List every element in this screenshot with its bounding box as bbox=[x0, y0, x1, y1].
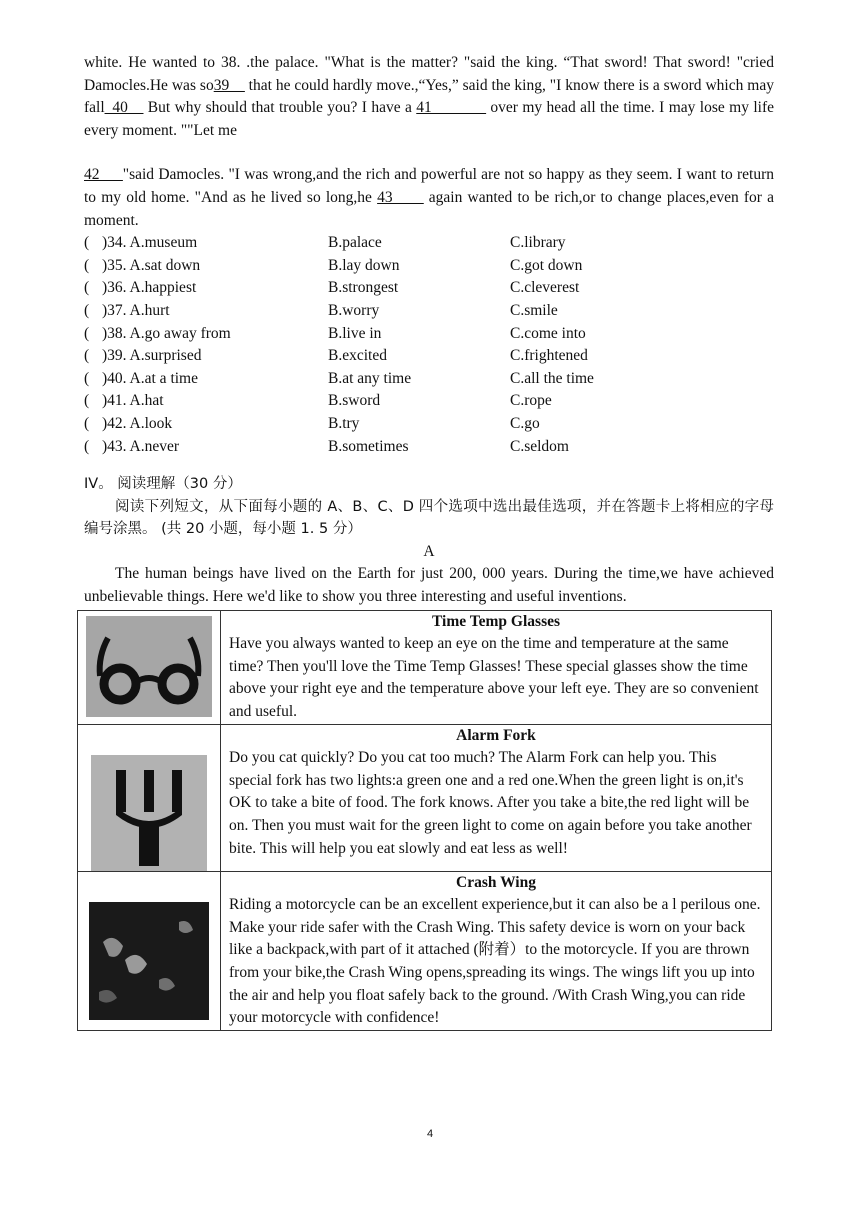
blank-42: 42___ bbox=[84, 166, 123, 184]
question-row: ( )42. A.look B.try C.go bbox=[84, 414, 540, 432]
question-row: ( )35. A.sat down B.lay down C.got down bbox=[84, 256, 583, 274]
blank-43: 43____ bbox=[377, 188, 424, 206]
glasses-icon bbox=[86, 616, 212, 717]
blank-39: 39__ bbox=[213, 76, 245, 94]
glasses-picture bbox=[86, 616, 212, 717]
invention-text: Have you always wanted to keep an eye on the time and temperature at the same time? Then you'll love the Time Temp Glasses! These special glasses show the time above your right eye and the temperature above your left eye. They are so convenient and useful. bbox=[229, 635, 759, 721]
page-content bbox=[84, 52, 774, 1031]
invention-text: Riding a motorcycle can be an excellent experience,but it can also be a l perilous one. Make your ride safer with the Crash Wing. This safety device is worn on your back like a backpack,with part of it attached (附着）to the motorcycle. If you are thrown from your bike,the Crash Wing opens,spreading its wings. The wings lift you up into the air and help you float safely back to the ground. /With Crash Wing,you can ride your motorcycle with confidence! bbox=[229, 896, 761, 1027]
story-paragraph-2: 42___"said Damocles. "I was wrong,and the rich and powerful are not so happy as they seem. I want to return to my old home. "And as he lived so long,he 43____ again wanted to be rich,or to change places,even for a moment. bbox=[84, 166, 774, 229]
fork-icon bbox=[91, 755, 207, 871]
question-row: ( )38. A.go away from B.live in C.come into bbox=[84, 324, 586, 342]
part-label: A bbox=[423, 542, 435, 560]
crash-wing-icon bbox=[89, 902, 209, 1020]
blank-41: 41_______ bbox=[416, 99, 487, 117]
invention-title: Time Temp Glasses bbox=[431, 612, 561, 630]
question-list bbox=[84, 232, 774, 458]
question-row: ( )34. A.museum B.palace C.library bbox=[84, 234, 566, 252]
question-row: ( )43. A.never B.sometimes C.seldom bbox=[84, 437, 569, 455]
invention-text: Do you cat quickly? Do you cat too much? The Alarm Fork can help you. This special fork has two lights:a green one and a red one.When the green light is on,it's OK to take a bite of food. The fork knows. After you take a bite,the red light will be on. Then you must wait for the green light to come on again before you take another bite. This will help you eat slowly and eat less as well! bbox=[229, 749, 752, 857]
table-row bbox=[78, 610, 772, 724]
invention-title: Crash Wing bbox=[456, 873, 536, 891]
table-row bbox=[78, 871, 772, 1030]
question-row: ( )37. A.hurt B.worry C.smile bbox=[84, 301, 558, 319]
question-row: ( )40. A.at a time B.at any time C.all the time bbox=[84, 369, 594, 387]
section-instruction: 阅读下列短文，从下面每小题的 A、B、C、D 四个选项中选出最佳选项，并在答题卡上将相应的字母编号涂黑。 (共 20 小题，每小题 1. 5 分） bbox=[84, 498, 774, 538]
blank-40: _40__ bbox=[104, 99, 144, 117]
table-row bbox=[78, 724, 772, 871]
passage-intro: The human beings have lived on the Earth for just 200, 000 years. During the time,we have achieved unbelievable things. Here we'd like to show you three interesting and useful inventions. bbox=[84, 565, 774, 606]
inventions-table bbox=[77, 610, 772, 1031]
question-row: ( )41. A.hat B.sword C.rope bbox=[84, 392, 552, 410]
crash-wing-picture bbox=[89, 902, 209, 1020]
page-number: 4 bbox=[426, 1128, 434, 1140]
story-paragraph-1: white. He wanted to 38. .the palace. "What is the matter? "said the king. “That sword! That sword! "cried Damocles.He was so39__ that he could hardly move.,“Yes,” said the king, "I know there is a sword which may fall_40__ But why should that trouble you? I have a 41_______ over my head all the time. I may lose my life every moment. ""Let me bbox=[84, 54, 774, 139]
fork-picture bbox=[91, 755, 207, 871]
invention-title: Alarm Fork bbox=[456, 726, 536, 744]
question-row: ( )39. A.surprised B.excited C.frightened bbox=[84, 347, 588, 365]
question-row: ( )36. A.happiest B.strongest C.cleverest bbox=[84, 279, 580, 297]
section-heading: IV。 阅读理解（30 分） bbox=[84, 476, 242, 493]
